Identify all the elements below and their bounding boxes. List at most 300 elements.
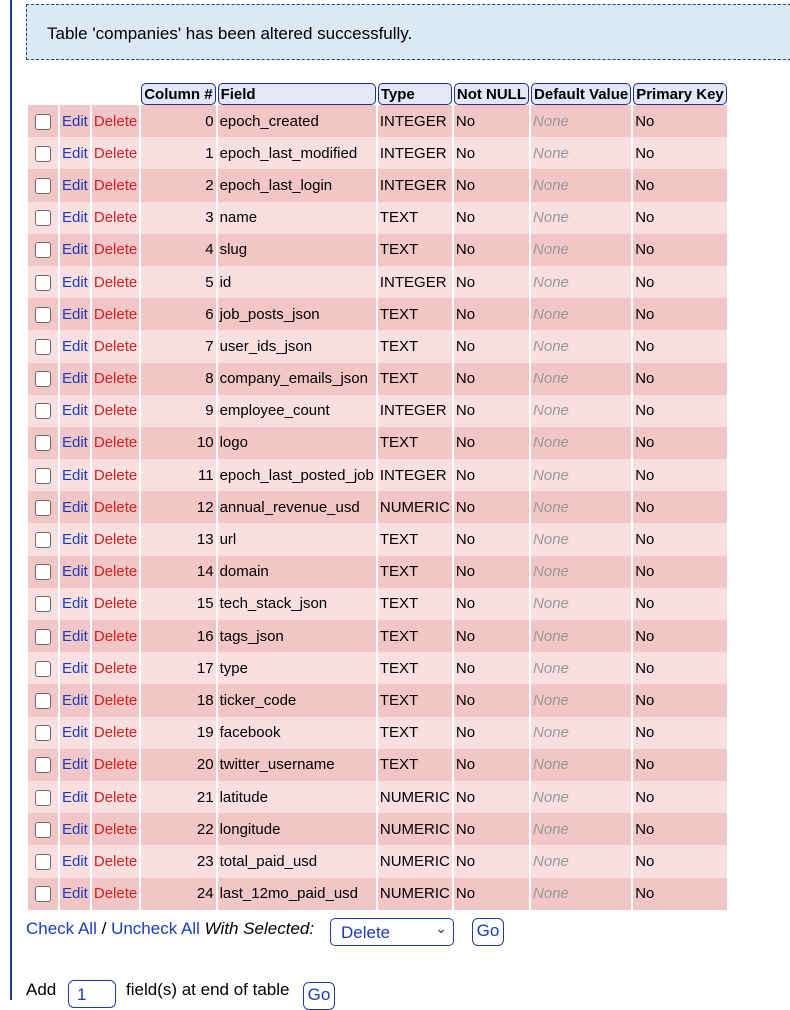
table-row (28, 105, 727, 137)
column-number: 14 (141, 556, 215, 588)
field-name: epoch_last_posted_job (218, 459, 376, 491)
delete-link[interactable]: Delete (92, 266, 139, 298)
edit-link[interactable]: Edit (60, 749, 90, 781)
field-name: longitude (218, 813, 376, 845)
delete-link[interactable]: Delete (92, 588, 139, 620)
field-type: TEXT (378, 556, 452, 588)
row-checkbox-cell (28, 395, 58, 427)
delete-link[interactable]: Delete (92, 105, 139, 137)
table-row (28, 491, 727, 523)
row-checkbox[interactable] (35, 307, 51, 323)
primary-key-value: No (633, 684, 727, 716)
field-type: INTEGER (378, 266, 452, 298)
not-null-value: No (454, 556, 529, 588)
row-checkbox[interactable] (35, 564, 51, 580)
column-number: 12 (141, 491, 215, 523)
delete-link[interactable]: Delete (92, 620, 139, 652)
check-all-link[interactable]: Check All (26, 919, 97, 938)
edit-link[interactable]: Edit (60, 105, 90, 137)
row-checkbox-cell (28, 652, 58, 684)
default-value: None (531, 749, 631, 781)
row-checkbox-cell (28, 523, 58, 555)
row-checkbox[interactable] (35, 146, 51, 162)
delete-link[interactable]: Delete (92, 363, 139, 395)
primary-key-value: No (633, 717, 727, 749)
header-not-null: Not NULL (454, 83, 529, 105)
default-value: None (531, 202, 631, 234)
default-value: None (531, 556, 631, 588)
field-type: INTEGER (378, 169, 452, 201)
column-number: 11 (141, 459, 215, 491)
edit-link[interactable]: Edit (60, 684, 90, 716)
default-value: None (531, 523, 631, 555)
edit-link[interactable]: Edit (60, 491, 90, 523)
primary-key-value: No (633, 523, 727, 555)
field-name: latitude (218, 781, 376, 813)
row-checkbox-cell (28, 169, 58, 201)
delete-link[interactable]: Delete (92, 234, 139, 266)
left-border (0, 0, 12, 1000)
field-type: TEXT (378, 652, 452, 684)
field-name: user_ids_json (218, 330, 376, 362)
default-value: None (531, 684, 631, 716)
primary-key-value: No (633, 298, 727, 330)
row-checkbox-cell (28, 105, 58, 137)
delete-link[interactable]: Delete (92, 556, 139, 588)
delete-link[interactable]: Delete (92, 169, 139, 201)
row-checkbox[interactable] (35, 210, 51, 226)
field-type: NUMERIC (378, 491, 452, 523)
column-number: 2 (141, 169, 215, 201)
row-checkbox[interactable] (35, 629, 51, 645)
add-label: Add (26, 980, 57, 999)
table-row (28, 652, 727, 684)
not-null-value: No (454, 491, 529, 523)
row-checkbox-cell (28, 813, 58, 845)
success-notice (26, 4, 790, 60)
column-number: 7 (141, 330, 215, 362)
field-type: NUMERIC (378, 878, 452, 910)
primary-key-value: No (633, 813, 727, 845)
table-row (28, 395, 727, 427)
column-number: 15 (141, 588, 215, 620)
uncheck-all-link[interactable]: Uncheck All (111, 919, 200, 938)
delete-link[interactable]: Delete (92, 523, 139, 555)
field-type: TEXT (378, 427, 452, 459)
table-row (28, 363, 727, 395)
row-checkbox-cell (28, 266, 58, 298)
field-type: INTEGER (378, 137, 452, 169)
edit-link[interactable]: Edit (60, 202, 90, 234)
row-checkbox-cell (28, 330, 58, 362)
not-null-value: No (454, 169, 529, 201)
header-blank (60, 83, 90, 105)
not-null-value: No (454, 652, 529, 684)
edit-link[interactable]: Edit (60, 556, 90, 588)
not-null-value: No (454, 395, 529, 427)
edit-link[interactable]: Edit (60, 459, 90, 491)
field-name: domain (218, 556, 376, 588)
delete-link[interactable]: Delete (92, 298, 139, 330)
column-number: 17 (141, 652, 215, 684)
field-type: INTEGER (378, 105, 452, 137)
delete-link[interactable]: Delete (92, 459, 139, 491)
delete-link[interactable]: Delete (92, 202, 139, 234)
delete-link[interactable]: Delete (92, 878, 139, 910)
row-checkbox[interactable] (35, 275, 51, 291)
column-number: 9 (141, 395, 215, 427)
row-checkbox[interactable] (35, 403, 51, 419)
not-null-value: No (454, 749, 529, 781)
add-count-input[interactable]: 1 (68, 980, 116, 1008)
default-value: None (531, 620, 631, 652)
row-checkbox-cell (28, 556, 58, 588)
row-checkbox-cell (28, 845, 58, 877)
primary-key-value: No (633, 556, 727, 588)
field-name: employee_count (218, 395, 376, 427)
edit-link[interactable]: Edit (60, 395, 90, 427)
notice-text: Table 'companies' has been altered successfully. (47, 24, 413, 43)
row-checkbox[interactable] (35, 242, 51, 258)
field-name: twitter_username (218, 749, 376, 781)
edit-link[interactable]: Edit (60, 652, 90, 684)
field-name: id (218, 266, 376, 298)
edit-link[interactable]: Edit (60, 298, 90, 330)
column-number: 13 (141, 523, 215, 555)
field-name: epoch_last_modified (218, 137, 376, 169)
not-null-value: No (454, 781, 529, 813)
column-number: 19 (141, 717, 215, 749)
table-row (28, 427, 727, 459)
table-row (28, 588, 727, 620)
row-checkbox-cell (28, 137, 58, 169)
table-row (28, 169, 727, 201)
row-checkbox[interactable] (35, 178, 51, 194)
field-type: TEXT (378, 298, 452, 330)
not-null-value: No (454, 298, 529, 330)
table-row (28, 878, 727, 910)
delete-link[interactable]: Delete (92, 813, 139, 845)
field-type: NUMERIC (378, 813, 452, 845)
table-row (28, 717, 727, 749)
column-number: 18 (141, 684, 215, 716)
header-default-value: Default Value (531, 83, 631, 105)
default-value: None (531, 395, 631, 427)
chevron-down-icon: ⌄ (435, 920, 447, 936)
delete-link[interactable]: Delete (92, 652, 139, 684)
field-type: TEXT (378, 588, 452, 620)
row-checkbox[interactable] (35, 468, 51, 484)
table-row (28, 813, 727, 845)
delete-link[interactable]: Delete (92, 749, 139, 781)
table-row (28, 266, 727, 298)
bulk-action-value: Delete (341, 923, 391, 942)
field-name: slug (218, 234, 376, 266)
row-checkbox[interactable] (35, 790, 51, 806)
not-null-value: No (454, 137, 529, 169)
not-null-value: No (454, 105, 529, 137)
field-name: facebook (218, 717, 376, 749)
not-null-value: No (454, 813, 529, 845)
add-go-button[interactable]: Go (303, 982, 335, 1010)
row-checkbox[interactable] (35, 757, 51, 773)
field-type: INTEGER (378, 459, 452, 491)
column-number: 10 (141, 427, 215, 459)
field-name: logo (218, 427, 376, 459)
column-number: 3 (141, 202, 215, 234)
field-name: total_paid_usd (218, 845, 376, 877)
edit-link[interactable]: Edit (60, 813, 90, 845)
primary-key-value: No (633, 105, 727, 137)
row-checkbox[interactable] (35, 114, 51, 130)
field-type: TEXT (378, 620, 452, 652)
table-row (28, 459, 727, 491)
row-checkbox-cell (28, 363, 58, 395)
column-number: 24 (141, 878, 215, 910)
field-type: TEXT (378, 330, 452, 362)
row-checkbox-cell (28, 459, 58, 491)
add-fields-row (26, 980, 786, 1010)
table-row (28, 845, 727, 877)
table-row (28, 749, 727, 781)
row-checkbox[interactable] (35, 725, 51, 741)
delete-link[interactable]: Delete (92, 845, 139, 877)
default-value: None (531, 234, 631, 266)
delete-link[interactable]: Delete (92, 684, 139, 716)
bulk-actions (26, 919, 500, 942)
row-checkbox-cell (28, 202, 58, 234)
columns-table (26, 83, 729, 910)
default-value: None (531, 459, 631, 491)
column-number: 23 (141, 845, 215, 877)
field-name: tags_json (218, 620, 376, 652)
column-number: 5 (141, 266, 215, 298)
edit-link[interactable]: Edit (60, 620, 90, 652)
field-name: company_emails_json (218, 363, 376, 395)
row-checkbox[interactable] (35, 339, 51, 355)
not-null-value: No (454, 363, 529, 395)
header-blank (28, 83, 58, 105)
primary-key-value: No (633, 137, 727, 169)
delete-link[interactable]: Delete (92, 781, 139, 813)
field-type: TEXT (378, 749, 452, 781)
field-name: last_12mo_paid_usd (218, 878, 376, 910)
bulk-action-select[interactable] (330, 918, 454, 946)
primary-key-value: No (633, 749, 727, 781)
default-value: None (531, 427, 631, 459)
column-number: 22 (141, 813, 215, 845)
not-null-value: No (454, 266, 529, 298)
field-name: name (218, 202, 376, 234)
field-type: INTEGER (378, 395, 452, 427)
not-null-value: No (454, 202, 529, 234)
row-checkbox[interactable] (35, 371, 51, 387)
default-value: None (531, 781, 631, 813)
primary-key-value: No (633, 459, 727, 491)
row-checkbox[interactable] (35, 693, 51, 709)
with-selected-label: With Selected: (204, 919, 315, 938)
not-null-value: No (454, 717, 529, 749)
column-number: 4 (141, 234, 215, 266)
primary-key-value: No (633, 330, 727, 362)
delete-link[interactable]: Delete (92, 427, 139, 459)
not-null-value: No (454, 620, 529, 652)
edit-link[interactable]: Edit (60, 266, 90, 298)
field-type: NUMERIC (378, 781, 452, 813)
field-type: TEXT (378, 363, 452, 395)
field-name: url (218, 523, 376, 555)
edit-link[interactable]: Edit (60, 169, 90, 201)
column-number: 6 (141, 298, 215, 330)
primary-key-value: No (633, 652, 727, 684)
primary-key-value: No (633, 845, 727, 877)
primary-key-value: No (633, 588, 727, 620)
field-type: TEXT (378, 684, 452, 716)
edit-link[interactable]: Edit (60, 878, 90, 910)
primary-key-value: No (633, 427, 727, 459)
field-name: job_posts_json (218, 298, 376, 330)
default-value: None (531, 717, 631, 749)
add-suffix: field(s) at end of table (126, 980, 290, 999)
edit-link[interactable]: Edit (60, 845, 90, 877)
separator: / (101, 919, 107, 938)
table-row (28, 137, 727, 169)
table-row (28, 684, 727, 716)
field-type: TEXT (378, 717, 452, 749)
table-row (28, 330, 727, 362)
field-type: TEXT (378, 234, 452, 266)
default-value: None (531, 137, 631, 169)
default-value: None (531, 266, 631, 298)
not-null-value: No (454, 523, 529, 555)
delete-link[interactable]: Delete (92, 491, 139, 523)
primary-key-value: No (633, 266, 727, 298)
edit-link[interactable]: Edit (60, 427, 90, 459)
row-checkbox[interactable] (35, 854, 51, 870)
row-checkbox[interactable] (35, 435, 51, 451)
field-name: epoch_created (218, 105, 376, 137)
edit-link[interactable]: Edit (60, 781, 90, 813)
field-name: tech_stack_json (218, 588, 376, 620)
header-type: Type (378, 83, 452, 105)
table-row (28, 234, 727, 266)
table-row (28, 620, 727, 652)
row-checkbox-cell (28, 588, 58, 620)
edit-link[interactable]: Edit (60, 363, 90, 395)
row-checkbox-cell (28, 717, 58, 749)
field-type: TEXT (378, 523, 452, 555)
table-row (28, 298, 727, 330)
bulk-go-button[interactable]: Go (472, 918, 504, 946)
row-checkbox[interactable] (35, 500, 51, 516)
row-checkbox-cell (28, 298, 58, 330)
default-value: None (531, 298, 631, 330)
not-null-value: No (454, 330, 529, 362)
edit-link[interactable]: Edit (60, 234, 90, 266)
row-checkbox-cell (28, 234, 58, 266)
delete-link[interactable]: Delete (92, 137, 139, 169)
edit-link[interactable]: Edit (60, 330, 90, 362)
default-value: None (531, 878, 631, 910)
primary-key-value: No (633, 878, 727, 910)
not-null-value: No (454, 845, 529, 877)
default-value: None (531, 169, 631, 201)
row-checkbox-cell (28, 781, 58, 813)
default-value: None (531, 652, 631, 684)
default-value: None (531, 813, 631, 845)
delete-link[interactable]: Delete (92, 330, 139, 362)
delete-link[interactable]: Delete (92, 717, 139, 749)
field-name: type (218, 652, 376, 684)
not-null-value: No (454, 588, 529, 620)
row-checkbox[interactable] (35, 596, 51, 612)
column-number: 16 (141, 620, 215, 652)
field-type: TEXT (378, 202, 452, 234)
default-value: None (531, 330, 631, 362)
column-number: 21 (141, 781, 215, 813)
field-name: epoch_last_login (218, 169, 376, 201)
header-blank (92, 83, 139, 105)
header-column-number: Column # (141, 83, 215, 105)
primary-key-value: No (633, 234, 727, 266)
row-checkbox-cell (28, 491, 58, 523)
primary-key-value: No (633, 202, 727, 234)
row-checkbox[interactable] (35, 532, 51, 548)
row-checkbox[interactable] (35, 822, 51, 838)
primary-key-value: No (633, 620, 727, 652)
primary-key-value: No (633, 363, 727, 395)
not-null-value: No (454, 459, 529, 491)
not-null-value: No (454, 234, 529, 266)
row-checkbox-cell (28, 620, 58, 652)
table-row (28, 523, 727, 555)
default-value: None (531, 491, 631, 523)
row-checkbox[interactable] (35, 886, 51, 902)
default-value: None (531, 588, 631, 620)
column-number: 1 (141, 137, 215, 169)
column-number: 20 (141, 749, 215, 781)
table-row (28, 781, 727, 813)
edit-link[interactable]: Edit (60, 717, 90, 749)
not-null-value: No (454, 684, 529, 716)
row-checkbox[interactable] (35, 661, 51, 677)
column-number: 8 (141, 363, 215, 395)
row-checkbox-cell (28, 749, 58, 781)
edit-link[interactable]: Edit (60, 588, 90, 620)
row-checkbox-cell (28, 684, 58, 716)
not-null-value: No (454, 878, 529, 910)
row-checkbox-cell (28, 427, 58, 459)
default-value: None (531, 363, 631, 395)
header-row (28, 83, 727, 105)
primary-key-value: No (633, 169, 727, 201)
edit-link[interactable]: Edit (60, 137, 90, 169)
table-row (28, 556, 727, 588)
edit-link[interactable]: Edit (60, 523, 90, 555)
table-row (28, 202, 727, 234)
not-null-value: No (454, 427, 529, 459)
delete-link[interactable]: Delete (92, 395, 139, 427)
primary-key-value: No (633, 781, 727, 813)
field-name: annual_revenue_usd (218, 491, 376, 523)
primary-key-value: No (633, 491, 727, 523)
default-value: None (531, 105, 631, 137)
primary-key-value: No (633, 395, 727, 427)
default-value: None (531, 845, 631, 877)
header-field: Field (218, 83, 376, 105)
field-type: NUMERIC (378, 845, 452, 877)
column-number: 0 (141, 105, 215, 137)
